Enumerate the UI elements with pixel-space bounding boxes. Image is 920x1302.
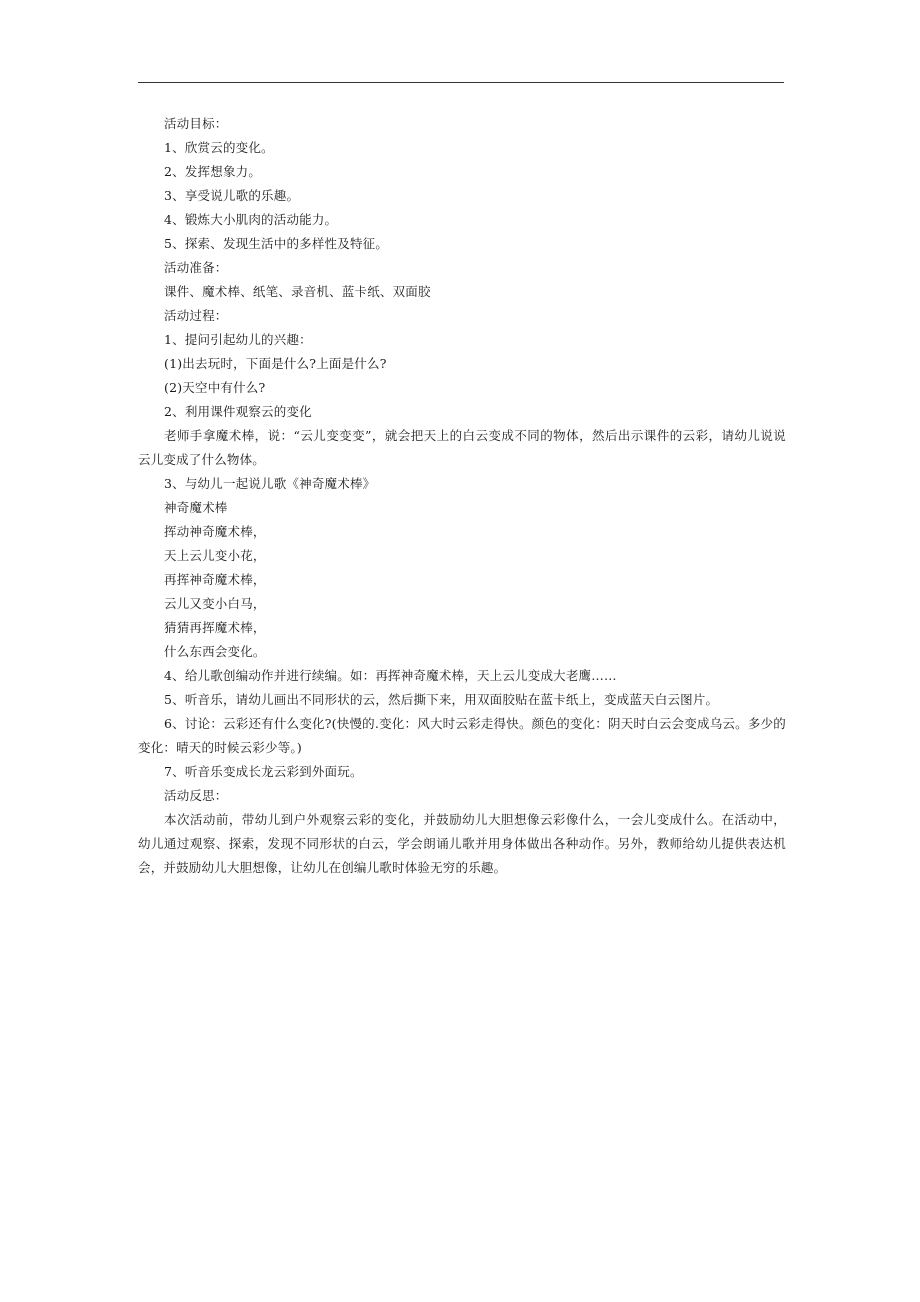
poem-line: 猜猜再挥魔术棒， <box>164 620 266 635</box>
goal-item: 1、欣赏云的变化。 <box>164 140 274 155</box>
process-step: 3、与幼儿一起说儿歌《神奇魔术棒》 <box>164 476 376 491</box>
process-paragraph: 老师手拿魔术棒，说：“云儿变变变”，就会把天上的白云变成不同的物体，然后出示课件的云彩，请幼儿说说云儿变成了什么物体。 <box>138 428 786 467</box>
poem-title: 神奇魔术棒 <box>164 500 228 515</box>
heading-preparation: 活动准备： <box>164 260 228 275</box>
poem-line: 天上云儿变小花， <box>164 548 266 563</box>
goal-item: 3、享受说儿歌的乐趣。 <box>164 188 300 203</box>
process-substep: (1)出去玩时，下面是什么?上面是什么? <box>164 356 387 371</box>
process-step: 4、给儿歌创编动作并进行续编。如：再挥神奇魔术棒，天上云儿变成大老鹰…… <box>164 668 617 683</box>
goal-item: 2、发挥想象力。 <box>164 164 262 179</box>
goal-item: 4、锻炼大小肌肉的活动能力。 <box>164 212 338 227</box>
heading-process: 活动过程： <box>164 308 228 323</box>
poem-line: 挥动神奇魔术棒， <box>164 524 266 539</box>
process-step: 2、利用课件观察云的变化 <box>164 404 312 419</box>
process-paragraph: 6、讨论：云彩还有什么变化?(快慢的.变化：风大时云彩走得快。颜色的变化：阴天时白云会变成乌云。多少的变化：晴天的时候云彩少等。) <box>138 716 786 755</box>
process-substep: (2)天空中有什么? <box>164 380 266 395</box>
process-step: 1、提问引起幼儿的兴趣： <box>164 332 312 347</box>
poem-line: 云儿又变小白马， <box>164 596 266 611</box>
poem-line: 什么东西会变化。 <box>164 644 266 659</box>
goal-item: 5、探索、发现生活中的多样性及特征。 <box>164 236 389 251</box>
document-body <box>138 112 786 880</box>
reflection-paragraph: 本次活动前，带幼儿到户外观察云彩的变化，并鼓励幼儿大胆想像云彩像什么，一会儿变成什么。在活动中，幼儿通过观察、探索，发现不同形状的白云，学会朗诵儿歌并用身体做出各种动作。另外，教师给幼儿提供表达机会，并鼓励幼儿大胆想像，让幼儿在创编儿歌时体验无穷的乐趣。 <box>138 812 786 875</box>
heading-reflection: 活动反思： <box>164 788 228 803</box>
process-step: 5、听音乐，请幼儿画出不同形状的云，然后撕下来，用双面胶贴在蓝卡纸上，变成蓝天白云图片。 <box>164 692 719 707</box>
process-step: 7、听音乐变成长龙云彩到外面玩。 <box>164 764 363 779</box>
preparation-materials: 课件、魔术棒、纸笔、录音机、蓝卡纸、双面胶 <box>164 284 431 299</box>
header-rule <box>138 82 784 83</box>
heading-goals: 活动目标： <box>164 116 228 131</box>
poem-line: 再挥神奇魔术棒， <box>164 572 266 587</box>
